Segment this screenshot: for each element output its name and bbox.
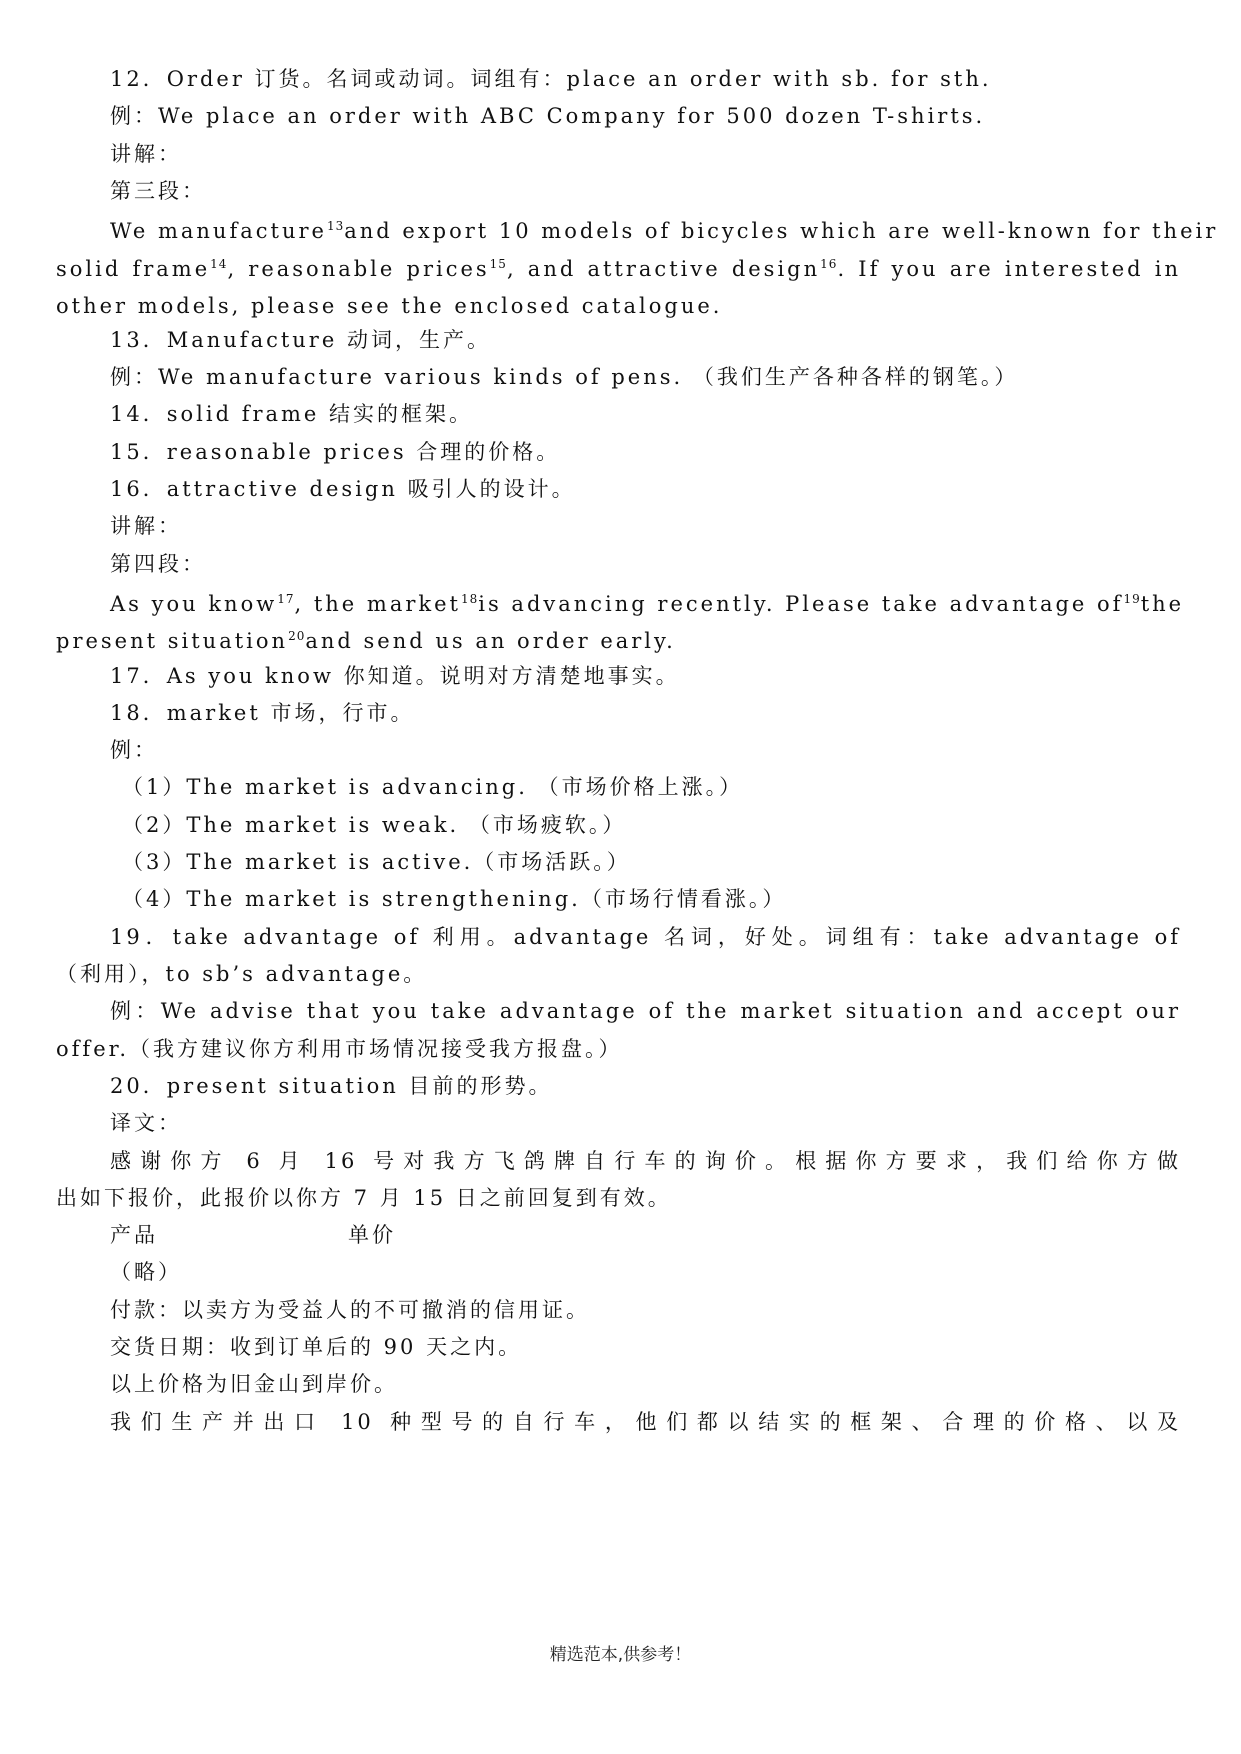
translation-line-2: 出如下报价，此报价以你方 7 月 15 日之前回复到有效。 [56,1186,672,1210]
translation-paragraph-3: 我们生产并出口 10 种型号的自行车，他们都以结实的框架、合理的价格、以及 [110,1410,1181,1434]
note-19-line-1: 19．take advantage of 利用。advantage 名词，好处。词组有：take advantage of [110,925,1181,949]
translation-heading: 译文： [110,1111,182,1135]
example-heading-18: 例： [110,738,158,762]
section-heading-3: 第三段： [110,179,206,203]
note-16: 16．attractive design 吸引人的设计。 [110,477,576,501]
payment-terms: 付款：以卖方为受益人的不可撤消的信用证。 [110,1298,590,1322]
product-column-label: 产品 [110,1223,158,1247]
paragraph-3-line-2: solid frame$^{14}$, reasonable prices$^{15}$, and attractive design$^{16}$. If you are interested in [56,257,1181,281]
omitted-note: （略） [110,1260,182,1284]
note-15: 15．reasonable prices 合理的价格。 [110,440,561,464]
unit-price-column-label: 单价 [348,1223,396,1247]
note-14: 14．solid frame 结实的框架。 [110,402,474,426]
example-18-3: （3）The market is active.（市场活跃。） [122,850,631,874]
paragraph-4-line-1: As you know$^{17}$, the market$^{18}$is advancing recently. Please take advantage $of^{19}the$ [110,592,1185,616]
explanation-heading: 讲解： [110,142,182,166]
example-19-line-2: offer.（我方建议你方利用市场情况接受我方报盘。） [56,1037,623,1061]
note-17: 17．As you know 你知道。说明对方清楚地事实。 [110,664,680,688]
example-18-2: （2）The market is weak. （市场疲软。） [122,813,627,837]
example-19-line-1: 例：We advise that you take advantage of the market situation and accept our [110,999,1181,1023]
note-20: 20．present situation 目前的形势。 [110,1074,553,1098]
example-13: 例：We manufacture various kinds of pens. （我们生产各种各样的钢笔。） [110,365,1019,389]
paragraph-4-line-2: present situation$^{20}$and send us an order early. [56,629,676,653]
example-18-4: （4）The market is strengthening.（市场行情看涨。） [122,887,787,911]
example-12: 例：We place an order with ABC Company for 500 dozen T-shirts. [110,104,986,128]
price-table-header [110,1220,1181,1250]
example-18-1: （1）The market is advancing. （市场价格上涨。） [122,775,744,799]
paragraph-3-line-3: other models, please see the enclosed catalogue. [56,294,723,318]
translation-line-1: 感谢你方 6 月 16 号对我方飞鸽牌自行车的询价。根据你方要求，我们给你方做 [110,1149,1181,1173]
note-19-line-2: （利用），to sb’s advantage。 [56,962,428,986]
page-footer: 精选范本,供参考！ [549,1645,692,1665]
paragraph-3-line-1: We manufacture$^{13}$and export 10 models of bicycles which are well-known for their [110,219,1219,243]
delivery-date: 交货日期：收到订单后的 90 天之内。 [110,1335,523,1359]
section-heading-4: 第四段： [110,552,206,576]
note-13: 13．Manufacture 动词，生产。 [110,328,491,352]
note-18: 18．market 市场，行市。 [110,701,415,725]
explanation-heading-2: 讲解： [110,514,182,538]
price-basis: 以上价格为旧金山到岸价。 [110,1372,398,1396]
note-12: 12．Order 订货。名词或动词。词组有：place an order with sb. for sth. [110,67,992,91]
